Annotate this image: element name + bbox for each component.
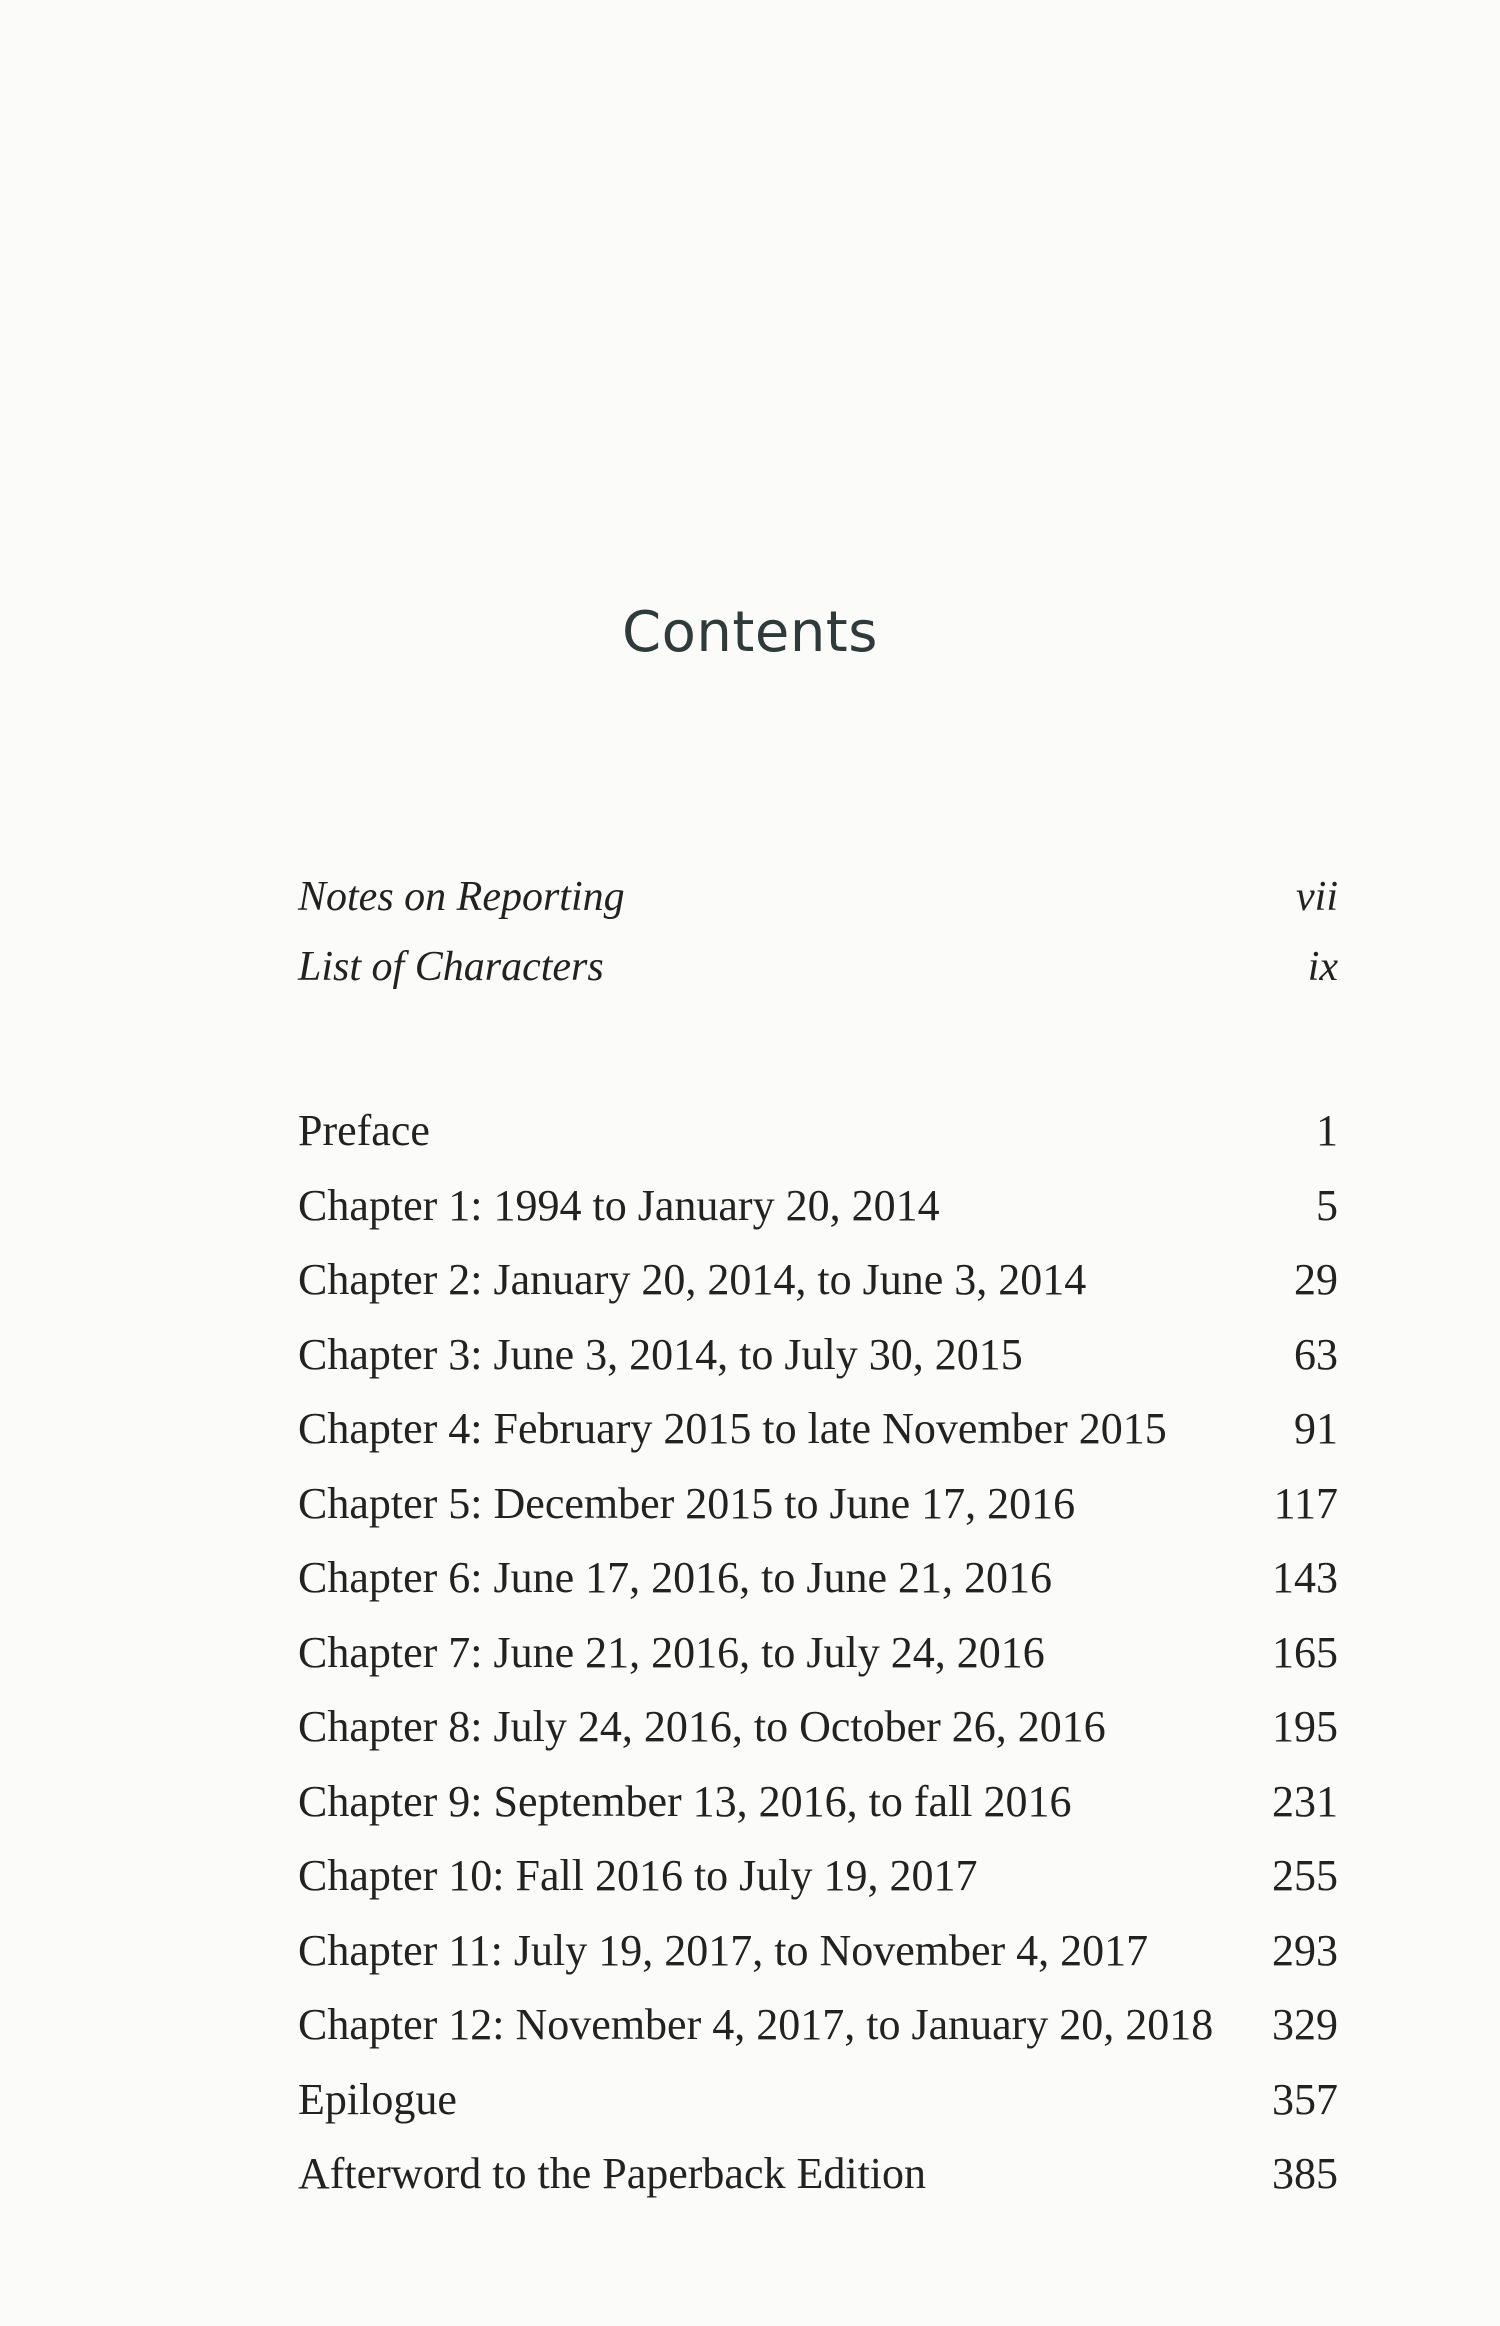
toc-entry-title: Preface xyxy=(298,1106,430,1155)
toc-row-notes-on-reporting xyxy=(298,862,1338,932)
toc-entry-title: Chapter 3: June 3, 2014, to July 30, 2015 xyxy=(298,1329,1023,1379)
toc-entry-page: 63 xyxy=(1294,1329,1338,1379)
toc-entry-title: Chapter 1: 1994 to January 20, 2014 xyxy=(298,1180,940,1230)
toc-row-chapter-5 xyxy=(298,1467,1338,1542)
toc-row-chapter-6 xyxy=(298,1541,1338,1616)
toc-row-chapter-9 xyxy=(298,1765,1338,1840)
toc-row-chapter-7 xyxy=(298,1616,1338,1691)
toc-row-chapter-8 xyxy=(298,1690,1338,1765)
toc-entry-page: vii xyxy=(1296,874,1338,920)
toc-entry-title: Chapter 11: July 19, 2017, to November 4, 2017 xyxy=(298,1925,1149,1975)
toc-entry-title: Chapter 9: September 13, 2016, to fall 2016 xyxy=(298,1776,1072,1826)
toc-entry-page: 255 xyxy=(1272,1851,1338,1900)
toc-row-afterword xyxy=(298,2137,1338,2212)
toc-entry-page: 329 xyxy=(1272,2000,1338,2049)
toc-entry-page: 91 xyxy=(1294,1404,1338,1453)
toc-section-gap xyxy=(298,1002,1338,1094)
toc-entry-title: Chapter 12: November 4, 2017, to January 20, 2018 xyxy=(298,2000,1214,2049)
toc-entry-title: Afterword to the Paperback Edition xyxy=(298,2149,927,2198)
contents-heading: Contents xyxy=(622,600,878,665)
toc-row-chapter-11 xyxy=(298,1914,1338,1989)
toc-entry-title: Chapter 10: Fall 2016 to July 19, 2017 xyxy=(298,1851,978,1900)
table-of-contents xyxy=(298,862,1338,2212)
toc-entry-title: Chapter 7: June 21, 2016, to July 24, 2016 xyxy=(298,1627,1045,1677)
toc-entry-page: 195 xyxy=(1272,1702,1338,1751)
toc-entry-title: Chapter 4: February 2015 to late November 2015 xyxy=(298,1404,1167,1453)
toc-row-chapter-1 xyxy=(298,1169,1338,1244)
toc-entry-page: 293 xyxy=(1272,1925,1338,1975)
toc-entry-page: 29 xyxy=(1294,1255,1338,1304)
toc-entry-page: 117 xyxy=(1273,1478,1338,1528)
toc-entry-page: 143 xyxy=(1272,1553,1338,1602)
toc-entry-page: 357 xyxy=(1272,2074,1338,2124)
toc-entry-title: Chapter 6: June 17, 2016, to June 21, 2016 xyxy=(298,1553,1053,1602)
toc-entry-page: 231 xyxy=(1272,1776,1338,1826)
toc-row-chapter-2 xyxy=(298,1243,1338,1318)
toc-entry-page: 385 xyxy=(1272,2149,1338,2198)
toc-row-list-of-characters xyxy=(298,932,1338,1002)
toc-row-chapter-4 xyxy=(298,1392,1338,1467)
toc-entry-title: Chapter 2: January 20, 2014, to June 3, 2014 xyxy=(298,1255,1087,1304)
toc-row-preface xyxy=(298,1094,1338,1169)
toc-entry-page: ix xyxy=(1307,944,1338,990)
toc-entry-title: List of Characters xyxy=(298,944,604,990)
toc-entry-title: Notes on Reporting xyxy=(298,874,625,920)
toc-entry-page: 5 xyxy=(1316,1180,1338,1230)
toc-entry-page: 1 xyxy=(1316,1106,1338,1155)
toc-entry-title: Epilogue xyxy=(298,2074,457,2124)
toc-row-chapter-10 xyxy=(298,1839,1338,1914)
toc-entry-title: Chapter 5: December 2015 to June 17, 2016 xyxy=(298,1478,1076,1528)
toc-row-epilogue xyxy=(298,2063,1338,2138)
toc-row-chapter-12 xyxy=(298,1988,1338,2063)
toc-entry-title: Chapter 8: July 24, 2016, to October 26, 2016 xyxy=(298,1702,1106,1751)
toc-row-chapter-3 xyxy=(298,1318,1338,1393)
toc-entry-page: 165 xyxy=(1272,1627,1338,1677)
